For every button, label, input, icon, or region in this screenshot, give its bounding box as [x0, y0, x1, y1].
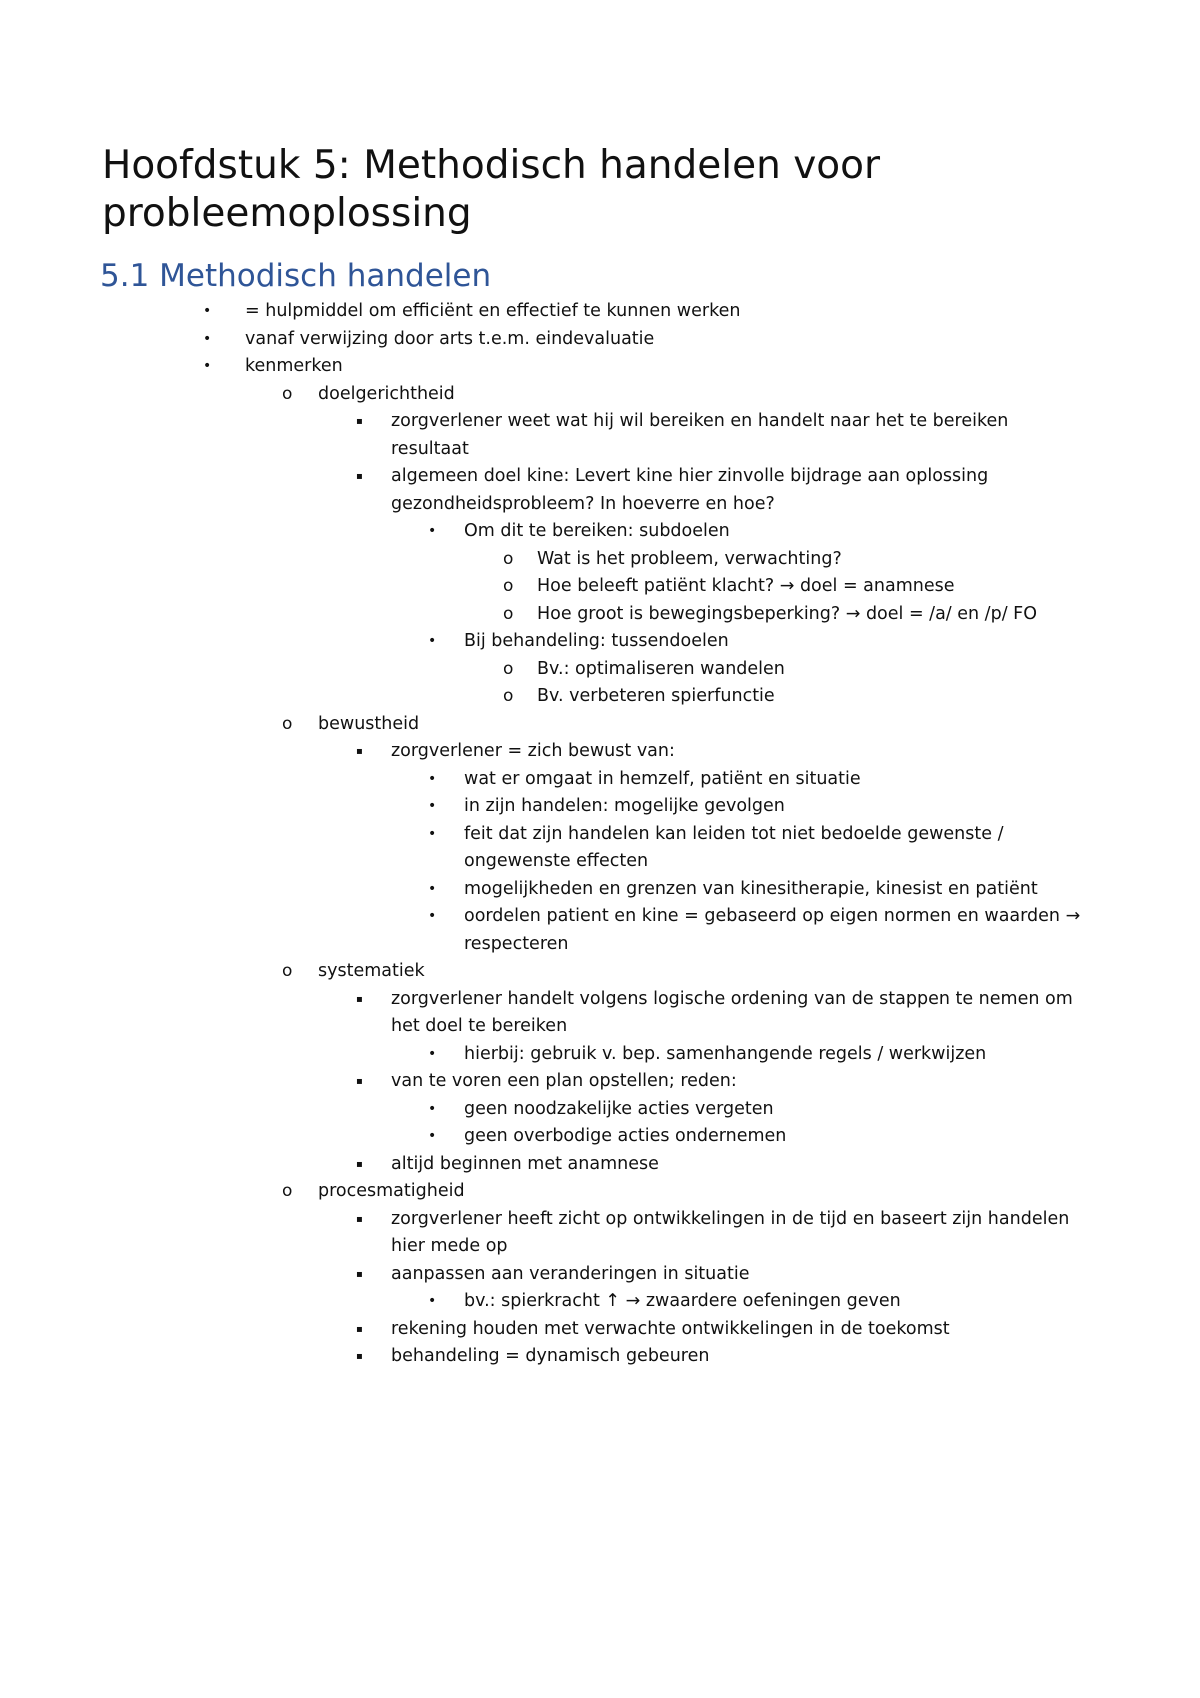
- outline-line: [0, 903, 1200, 931]
- outline-item-text: Om dit te bereiken: subdoelen: [464, 521, 730, 541]
- bullet-outline: [0, 298, 1200, 1371]
- outline-item-text: Bij behandeling: tussendoelen: [464, 631, 729, 651]
- outline-item-text: systematiek: [318, 961, 425, 981]
- outline-item-text: feit dat zijn handelen kan leiden tot niet bedoelde gewenste /: [464, 823, 1004, 844]
- outline-line: [0, 1343, 1200, 1371]
- outline-line: [0, 683, 1200, 711]
- outline-item-text: Hoe beleeft patiënt klacht? → doel = anamnese: [537, 576, 955, 596]
- bullet-marker-level-4: •: [428, 1100, 437, 1117]
- outline-item-text: kenmerken: [245, 356, 343, 376]
- outline-line: [0, 1261, 1200, 1289]
- bullet-marker-level-3: ▪: [356, 471, 363, 482]
- outline-item-text: wat er omgaat in hemzelf, patiënt en situatie: [464, 768, 861, 789]
- bullet-marker-level-4: •: [428, 825, 437, 842]
- bullet-marker-level-2: o: [282, 961, 293, 981]
- bullet-marker-level-1: •: [203, 358, 212, 374]
- outline-item-text: = hulpmiddel om efficiënt en effectief te kunnen werken: [245, 301, 741, 321]
- outline-line: [0, 711, 1200, 739]
- outline-line: [0, 876, 1200, 904]
- outline-item-text: bv.: spierkracht ↑ → zwaardere oefeningen geven: [464, 1291, 901, 1311]
- outline-item-text: zorgverlener heeft zicht op ontwikkelingen in de tijd en baseert zijn handelen: [391, 1208, 1070, 1229]
- bullet-marker-level-3: ▪: [356, 1351, 363, 1362]
- outline-line: [0, 353, 1200, 381]
- outline-line: [0, 1206, 1200, 1234]
- bullet-marker-level-2: o: [282, 713, 293, 734]
- outline-item-text: vanaf verwijzing door arts t.e.m. eindevaluatie: [245, 328, 655, 349]
- bullet-marker-level-4: •: [428, 1045, 437, 1062]
- outline-item-text: geen noodzakelijke acties vergeten: [464, 1098, 774, 1119]
- outline-line: [0, 986, 1200, 1014]
- bullet-marker-level-3: ▪: [356, 993, 363, 1005]
- outline-line: [0, 601, 1200, 629]
- bullet-marker-level-3: ▪: [356, 1268, 363, 1280]
- outline-item-text: behandeling = dynamisch gebeuren: [391, 1346, 710, 1366]
- outline-item-text: Wat is het probleem, verwachting?: [537, 548, 842, 569]
- outline-line: [0, 1288, 1200, 1316]
- bullet-marker-level-5: o: [503, 603, 514, 624]
- outline-line: [0, 656, 1200, 684]
- bullet-marker-level-4: •: [428, 1128, 437, 1144]
- outline-line: [0, 1123, 1200, 1151]
- outline-line: [0, 958, 1200, 986]
- bullet-marker-level-5: o: [503, 686, 514, 706]
- outline-line: [0, 518, 1200, 546]
- outline-item-text: bewustheid: [318, 713, 420, 734]
- outline-line: [0, 1013, 1200, 1041]
- outline-item-text: Bv.: optimaliseren wandelen: [537, 658, 785, 679]
- outline-line: [0, 1096, 1200, 1124]
- outline-line: [0, 463, 1200, 491]
- outline-line: [0, 848, 1200, 876]
- outline-line: [0, 1233, 1200, 1261]
- outline-item-text: geen overbodige acties ondernemen: [464, 1126, 787, 1146]
- outline-item-text: resultaat: [391, 438, 469, 459]
- bullet-marker-level-1: •: [203, 303, 212, 319]
- outline-item-text: rekening houden met verwachte ontwikkelingen in de toekomst: [391, 1318, 950, 1339]
- outline-line: [0, 298, 1200, 326]
- bullet-marker-level-4: •: [428, 1293, 437, 1309]
- outline-line: [0, 1316, 1200, 1344]
- outline-line: [0, 381, 1200, 409]
- outline-line: [0, 738, 1200, 766]
- bullet-marker-level-3: ▪: [356, 1323, 363, 1335]
- bullet-marker-level-4: •: [428, 880, 437, 897]
- outline-item-text: respecteren: [464, 933, 569, 954]
- outline-line: [0, 931, 1200, 959]
- outline-item-text: algemeen doel kine: Levert kine hier zinvolle bijdrage aan oplossing: [391, 466, 989, 486]
- outline-line: [0, 408, 1200, 436]
- outline-item-text: procesmatigheid: [318, 1181, 465, 1201]
- outline-item-text: ongewenste effecten: [464, 851, 649, 871]
- bullet-marker-level-3: ▪: [356, 1076, 363, 1087]
- outline-item-text: Bv. verbeteren spierfunctie: [537, 686, 775, 706]
- outline-item-text: aanpassen aan veranderingen in situatie: [391, 1263, 750, 1284]
- outline-line: [0, 628, 1200, 656]
- outline-line: [0, 1178, 1200, 1206]
- outline-item-text: altijd beginnen met anamnese: [391, 1153, 659, 1174]
- bullet-marker-level-1: •: [203, 330, 212, 347]
- bullet-marker-level-5: o: [503, 576, 514, 596]
- bullet-marker-level-2: o: [282, 383, 293, 404]
- bullet-marker-level-5: o: [503, 658, 514, 679]
- bullet-marker-level-3: ▪: [356, 1213, 363, 1225]
- bullet-marker-level-4: •: [428, 633, 437, 649]
- bullet-marker-level-4: •: [428, 798, 437, 814]
- bullet-marker-level-3: ▪: [356, 1158, 363, 1170]
- bullet-marker-level-3: ▪: [356, 746, 363, 757]
- outline-item-text: zorgverlener weet wat hij wil bereiken en handelt naar het te bereiken: [391, 411, 1009, 431]
- outline-line: [0, 821, 1200, 849]
- bullet-marker-level-2: o: [282, 1181, 293, 1201]
- outline-item-text: doelgerichtheid: [318, 383, 455, 404]
- outline-item-text: hier mede op: [391, 1236, 508, 1256]
- outline-item-text: zorgverlener handelt volgens logische ordening van de stappen te nemen om: [391, 988, 1073, 1009]
- outline-line: [0, 766, 1200, 794]
- outline-item-text: Hoe groot is bewegingsbeperking? → doel = /a/ en /p/ FO: [537, 603, 1037, 624]
- outline-item-text: het doel te bereiken: [391, 1016, 568, 1036]
- bullet-marker-level-4: •: [428, 908, 437, 924]
- outline-item-text: gezondheidsprobleem? In hoeverre en hoe?: [391, 493, 775, 514]
- outline-item-text: zorgverlener = zich bewust van:: [391, 741, 675, 761]
- outline-line: [0, 1068, 1200, 1096]
- outline-line: [0, 491, 1200, 519]
- outline-line: [0, 546, 1200, 574]
- outline-item-text: van te voren een plan opstellen; reden:: [391, 1071, 737, 1091]
- section-heading: 5.1 Methodisch handelen: [100, 258, 492, 294]
- bullet-marker-level-3: ▪: [356, 416, 363, 427]
- outline-line: [0, 573, 1200, 601]
- outline-item-text: oordelen patient en kine = gebaseerd op eigen normen en waarden →: [464, 906, 1081, 926]
- outline-line: [0, 1041, 1200, 1069]
- bullet-marker-level-5: o: [503, 548, 514, 569]
- outline-line: [0, 326, 1200, 354]
- outline-line: [0, 436, 1200, 464]
- bullet-marker-level-4: •: [428, 770, 437, 787]
- outline-line: [0, 793, 1200, 821]
- outline-item-text: mogelijkheden en grenzen van kinesitherapie, kinesist en patiënt: [464, 878, 1038, 899]
- outline-item-text: in zijn handelen: mogelijke gevolgen: [464, 796, 785, 816]
- page-title: Hoofdstuk 5: Methodisch handelen voor probleemoplossing: [102, 143, 881, 236]
- bullet-marker-level-4: •: [428, 523, 437, 539]
- outline-item-text: hierbij: gebruik v. bep. samenhangende regels / werkwijzen: [464, 1043, 987, 1064]
- outline-line: [0, 1151, 1200, 1179]
